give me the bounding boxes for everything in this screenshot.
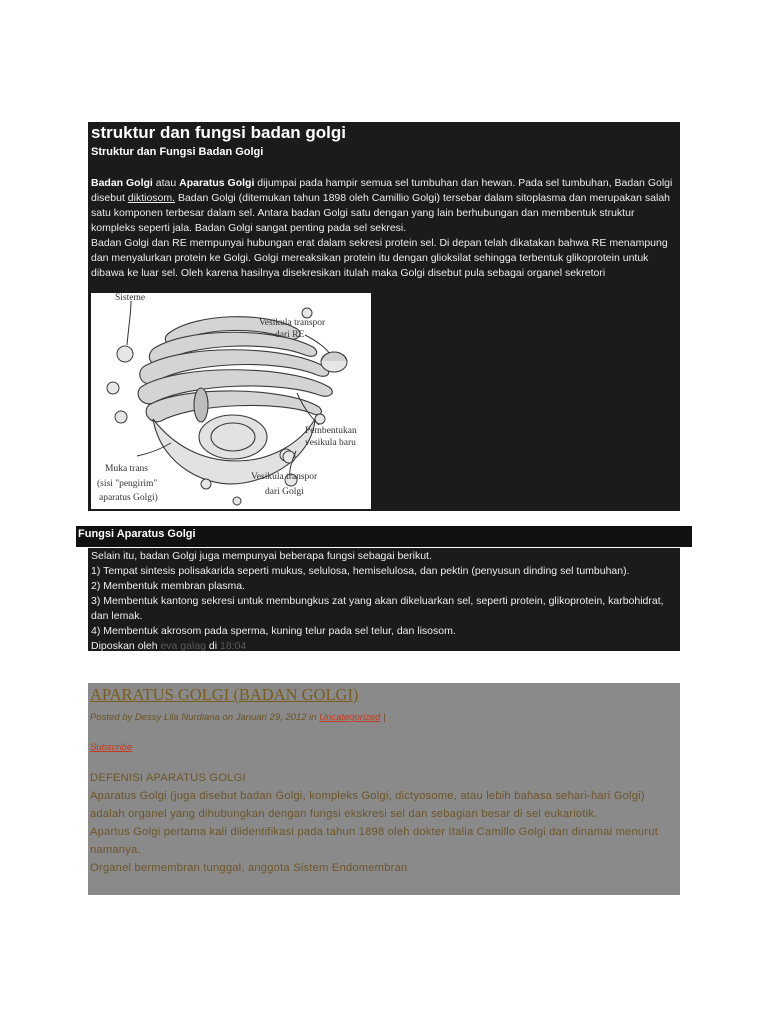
label-sisteme: Sisteme: [115, 293, 146, 303]
term-aparatus-golgi: Aparatus Golgi: [179, 177, 255, 189]
body-line-1: DEFENISI APARATUS GOLGI: [90, 772, 246, 784]
text: dijumpai pada hampir semua sel tumbuhan dan hewan. Pada sel tumbuhan, Badan Golgi disebut: [91, 177, 673, 204]
post-subtitle: Struktur dan Fungsi Badan Golgi: [91, 146, 264, 158]
label-vesikula-golgi-2: dari Golgi: [265, 487, 304, 497]
label-muka-trans-3: aparatus Golgi): [99, 493, 158, 503]
body-line-4: Organel bermembran tunggal, anggota Sistem Endomembran: [90, 862, 408, 874]
label-vesikula-re-1: Vesikula transpor: [259, 318, 326, 328]
post-struktur-fungsi: [88, 122, 680, 511]
fungsi-item-3: 3) Membentuk kantong sekresi untuk membungkus zat yang akan dikeluarkan sel, seperti protein, glikoprotein, karbohidrat, dan lemak.: [91, 595, 664, 622]
posted-prefix: Diposkan oleh: [91, 640, 161, 652]
text: Badan Golgi (ditemukan tahun 1898 oleh Camillio Golgi) tersebar dalam sitoplasma dan merupakan salah satu komponen terbesar dalam sel. Antara badan Golgi satu dengan yang lain berhubungan dan membentuk struktur kompleks seperti jala. Badan Golgi sangat penting pada sel sekresi.: [91, 192, 670, 234]
post-aparatus-golgi: [88, 683, 680, 895]
paragraph-1: [91, 176, 675, 236]
body-line-3: Apartus Golgi pertama kali diidentifikasi pada tahun 1898 oleh dokter Italia Camillo Golgi dan dinamai menurut namanya.: [90, 826, 659, 856]
post-title[interactable]: APARATUS GOLGI (BADAN GOLGI): [90, 685, 359, 704]
post-footer: [91, 639, 677, 654]
label-vesikula-golgi-1: Vesikula transpor: [251, 472, 318, 482]
term-badan-golgi: Badan Golgi: [91, 177, 153, 189]
label-pembentukan-2: vesikula baru: [305, 438, 356, 448]
posted-at: di: [206, 640, 221, 652]
fungsi-list: [88, 548, 680, 651]
meta-suffix: |: [380, 712, 386, 723]
timestamp-link[interactable]: 18:04: [220, 640, 247, 652]
section-heading-fungsi: Fungsi Aparatus Golgi: [76, 526, 692, 547]
post-title[interactable]: struktur dan fungsi badan golgi: [91, 123, 346, 142]
label-vesikula-re-2: dari RE: [275, 330, 305, 340]
label-muka-trans-1: Muka trans: [105, 464, 149, 474]
text: atau: [152, 177, 180, 189]
post-meta: [90, 712, 386, 723]
fungsi-item-4: 4) Membentuk akrosom pada sperma, kuning telur pada sel telur, dan lisosom.: [91, 625, 456, 637]
post-body: [90, 769, 676, 877]
label-muka-trans-2: (sisi "pengirim": [97, 479, 158, 489]
subscribe-link[interactable]: Subscribe: [90, 742, 133, 753]
golgi-diagram: [91, 293, 371, 509]
link-diktiosom[interactable]: diktiosom.: [127, 192, 176, 204]
body-line-2: Aparatus Golgi (juga disebut badan Golgi, kompleks Golgi, dictyosome, atau lebih bahasa sehari-hari Golgi) adalah organel yang dihubungkan dengan fungsi ekskresi sel dan sebagian besar di sel eukariotik.: [90, 790, 645, 820]
fungsi-intro: Selain itu, badan Golgi juga mempunyai beberapa fungsi sebagai berikut.: [91, 550, 432, 562]
meta-text: Posted by Dessy Lila Nurdiana on Januari 29, 2012 in: [90, 712, 320, 723]
post-body: [91, 176, 675, 281]
category-link[interactable]: Uncategorized: [319, 712, 381, 723]
label-pembentukan-1: Pembentukan: [305, 426, 357, 436]
fungsi-item-2: 2) Membentuk membran plasma.: [91, 580, 246, 592]
paragraph-2: Badan Golgi dan RE mempunyai hubungan erat dalam sekresi protein sel. Di depan telah dikatakan bahwa RE menampung dan menyalurkan protein ke Golgi. Golgi mereaksikan protein itu dengan glioksilat sehingga terbentuk glikoprotein untuk dibawa ke luar sel. Oleh karena hasilnya disekresikan itulah maka Golgi disebut pula sebagai organel sekretori: [91, 237, 668, 279]
fungsi-item-1: 1) Tempat sintesis polisakarida seperti mukus, selulosa, hemiselulosa, dan pektin (penyusun dinding sel tumbuhan).: [91, 565, 630, 577]
author-link[interactable]: eva galag: [160, 640, 207, 652]
